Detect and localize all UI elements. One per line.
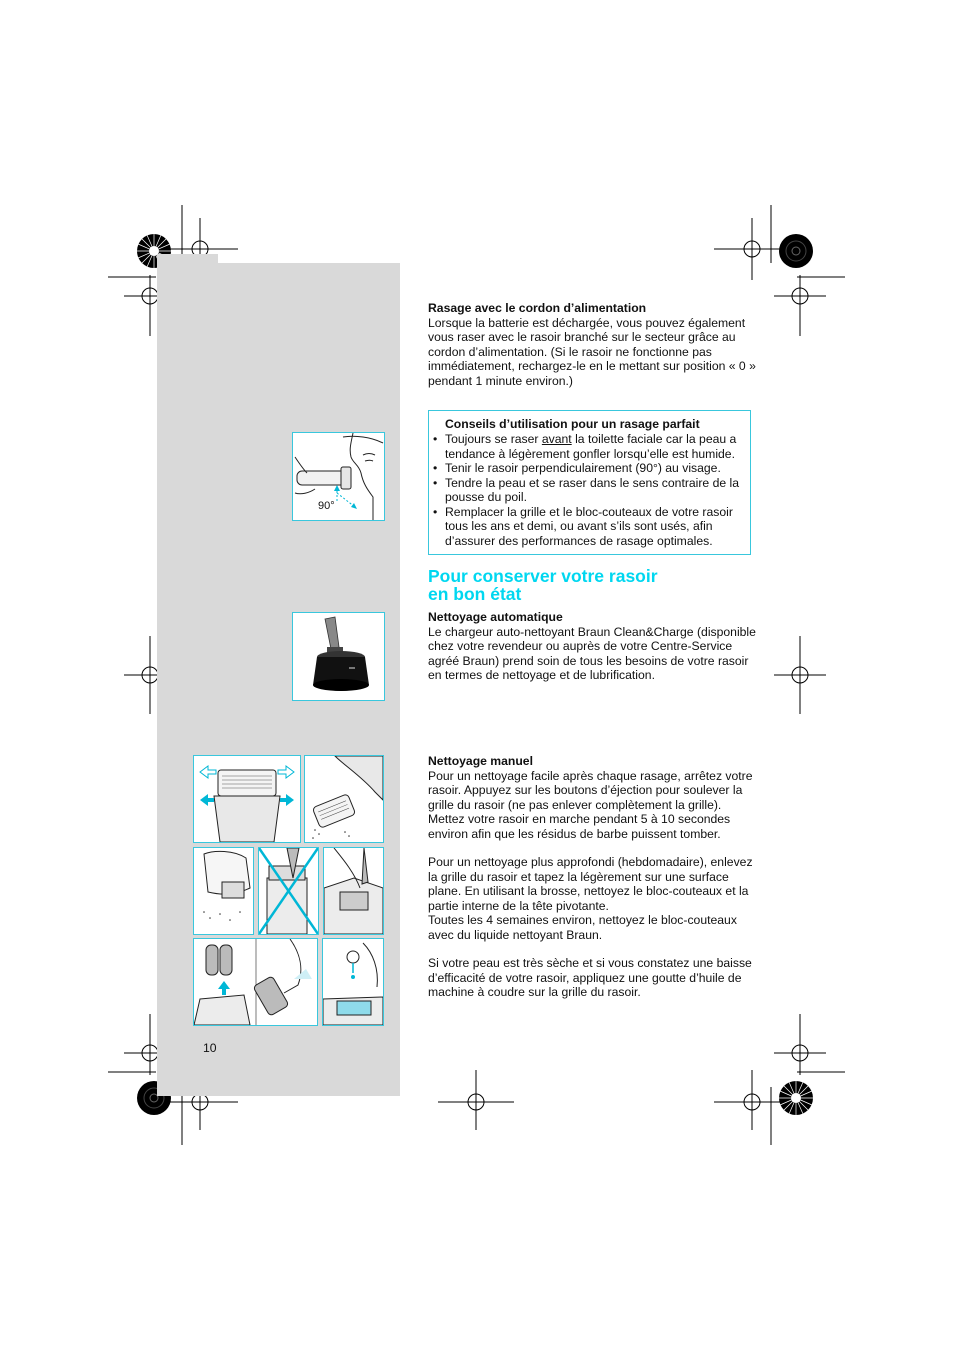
auto-cleaning-heading: Nettoyage automatique — [428, 610, 563, 624]
manual-cleaning-para2: Pour un nettoyage plus approfondi (hebdomadaire), enlevez la grille du rasoir et tapez la légèrement sur une surface plane. En utilisant la brosse, nettoyez le bloc-couteaux et la partie interne de la tête pivotante. — [428, 855, 753, 913]
shaving-angle-illustration — [293, 433, 384, 520]
clean-charge-illustration — [293, 613, 384, 700]
corded-shaving-body: Lorsque la batterie est déchargée, vous pouvez également vous raser avec le rasoir branché sur le secteur grâce au cordon d’alimentation. (Si le rasoir ne fonctionne pas immédiatement, rechargez-le en le mettant sur position « 0 » pendant 1 minute environ.) — [428, 315, 756, 388]
crosshair-tr — [714, 218, 790, 280]
tips-box — [428, 410, 751, 555]
section-title: Pour conserver votre rasoir en bon état — [428, 566, 658, 604]
figure-step-4-wrong — [258, 847, 319, 935]
figure-step-1 — [193, 755, 301, 843]
crosshair-r1 — [774, 275, 826, 336]
figure-step-5 — [323, 847, 384, 935]
tips-title: Conseils d’utilisation pour un rasage parfait — [445, 417, 700, 431]
auto-cleaning-body: Le chargeur auto-nettoyant Braun Clean&Charge (disponible chez votre revendeur ou auprès de votre Centre-Service agréé Braun) prend soin de tous les besoins de votre rasoir en termes de nettoyage et de lubrification. — [428, 624, 756, 682]
section-corded-shaving — [428, 301, 758, 388]
crosshair-r2 — [774, 636, 826, 714]
tip-item: • Tenir le rasoir perpendiculairement (90°) au visage. — [433, 461, 745, 476]
page-number: 10 — [203, 1041, 217, 1055]
manual-cleaning-para2b: Toutes les 4 semaines environ, nettoyez le bloc-couteaux avec du liquide nettoyant Braun. — [428, 913, 737, 942]
star-target-br — [779, 1081, 813, 1115]
tip-item: • Remplacer la grille et le bloc-couteaux de votre rasoir tous les ans et demi, ou avant s’ils sont usés, afin d’assurer des performances de rasage optimales. — [433, 505, 745, 549]
manual-cleaning-heading: Nettoyage manuel — [428, 754, 533, 768]
manual-cleaning-para1: Pour un nettoyage facile après chaque rasage, arrêtez votre rasoir. Appuyez sur les boutons d’éjection pour soulever la grille du rasoir (ne pas enlever complètement la grille). Mettez votre rasoir en marche pendant 5 à 10 secondes environ afin que les résidus de barbe puissent tomber. — [428, 768, 753, 841]
crosshair-br — [714, 1070, 790, 1130]
tip-item: • Toujours se raser avant la toilette faciale car la peau a tendance à légèrement gonfler lorsqu’elle est humide. — [433, 432, 745, 461]
tips-list — [433, 432, 745, 548]
crosshair-bm — [438, 1070, 514, 1130]
angle-label: 90° — [318, 500, 335, 512]
section-manual-cleaning — [428, 754, 758, 1000]
figure-step-3 — [193, 847, 254, 935]
corded-shaving-heading: Rasage avec le cordon d’alimentation — [428, 301, 647, 315]
section-auto-cleaning — [428, 610, 758, 683]
tip-item: • Tendre la peau et se raser dans le sens contraire de la pousse du poil. — [433, 476, 745, 505]
figure-step-7 — [322, 938, 384, 1026]
figure-clean-charge — [292, 612, 385, 701]
manual-cleaning-para3: Si votre peau est très sèche et si vous constatez une baisse d’efficacité de votre rasoir, appliquez une goutte d’huile de machine à coudre sur la grille du rasoir. — [428, 956, 752, 999]
figure-shaving-angle — [292, 432, 385, 521]
crosshair-r3 — [774, 1014, 826, 1075]
figure-step-2 — [304, 755, 384, 843]
figure-step-6 — [193, 938, 318, 1026]
star-target-tr — [779, 234, 813, 268]
